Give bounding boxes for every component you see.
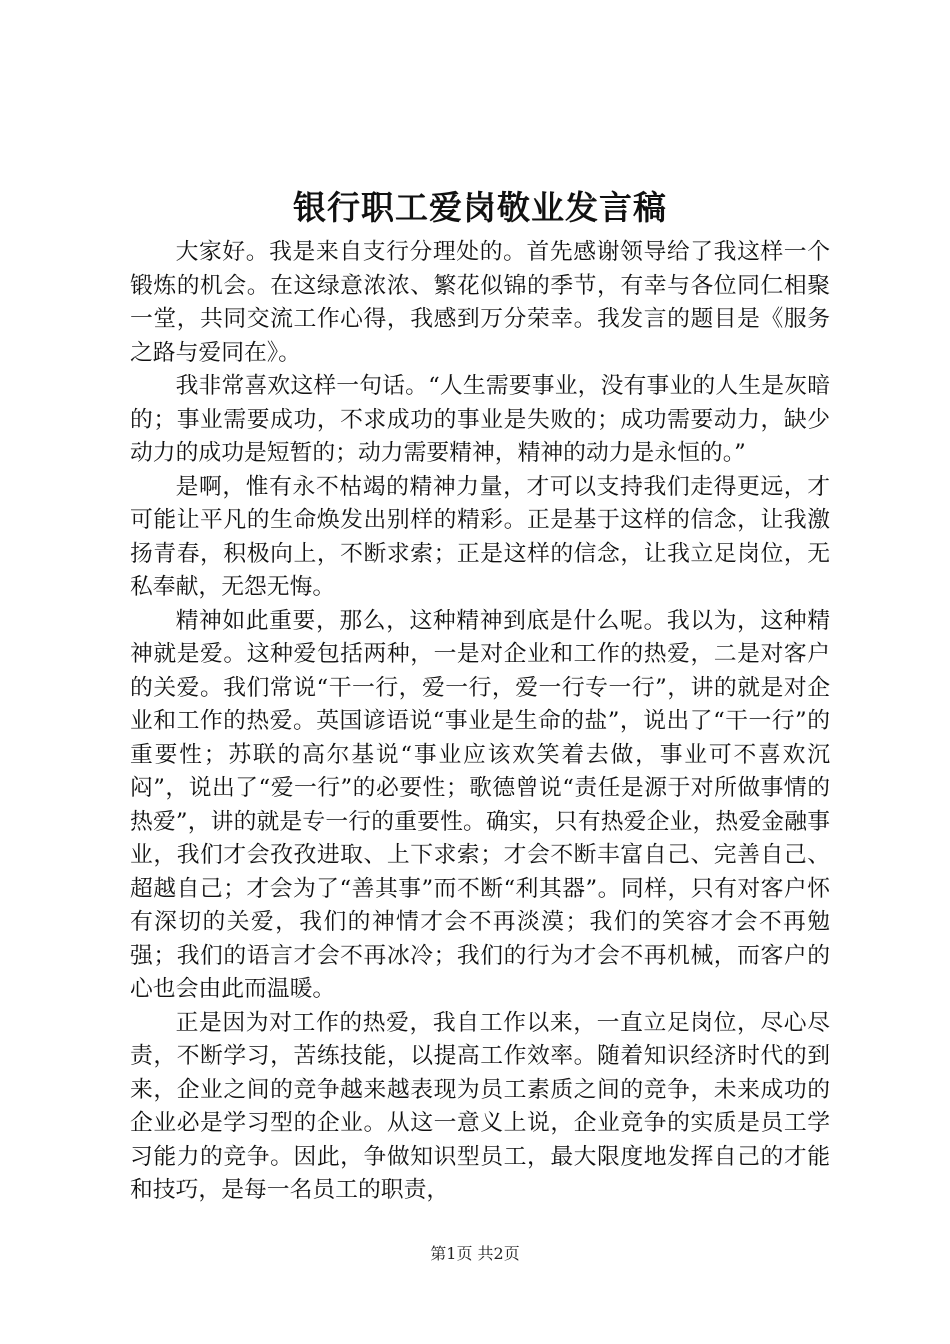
document-title: 银行职工爱岗敬业发言稿 — [293, 188, 667, 227]
document-body — [130, 236, 830, 1208]
paragraph-3: 是啊，惟有永不枯竭的精神力量，才可以支持我们走得更远，才可能让平凡的生命焕发出别样的精彩。正是基于这样的信念，让我激扬青春，积极向上，不断求索；正是这样的信念，让我立足岗位，无私奉献，无怨无悔。 — [130, 473, 830, 600]
paragraph-4: 精神如此重要，那么，这种精神到底是什么呢。我以为，这种精神就是爱。这种爱包括两种，一是对企业和工作的热爱，二是对客户的关爱。我们常说“干一行，爱一行，爱一行专一行”，讲的就是对企业和工作的热爱。英国谚语说“事业是生命的盐”，说出了“干一行”的重要性；苏联的高尔基说“事业应该欢笑着去做，事业可不喜欢沉闷”，说出了“爱一行”的必要性；歌德曾说“责任是源于对所做事情的热爱”，讲的就是专一行的重要性。确实，只有热爱企业，热爱金融事业，我们才会孜孜进取、上下求索；才会不断丰富自己、完善自己、超越自己；才会为了“善其事”而不断“利其器”。同样，只有对客户怀有深切的关爱，我们的神情才会不再淡漠；我们的笑容才会不再勉强；我们的语言才会不再冰冷；我们的行为才会不再机械，而客户的心也会由此而温暖。 — [130, 607, 830, 1002]
page-footer: 第1页 共2页 — [430, 1244, 520, 1263]
paragraph-2: 我非常喜欢这样一句话。“人生需要事业，没有事业的人生是灰暗的；事业需要成功，不求成功的事业是失败的；成功需要动力，缺少动力的成功是短暂的；动力需要精神，精神的动力是永恒的。” — [130, 373, 830, 466]
paragraph-1: 大家好。我是来自支行分理处的。首先感谢领导给了我这样一个锻炼的机会。在这绿意浓浓、繁花似锦的季节，有幸与各位同仁相聚一堂，共同交流工作心得，我感到万分荣幸。我发言的题目是《服务之路与爱同在》。 — [130, 239, 830, 366]
paragraph-5: 正是因为对工作的热爱，我自工作以来，一直立足岗位，尽心尽责，不断学习，苦练技能，以提高工作效率。随着知识经济时代的到来，企业之间的竞争越来越表现为员工素质之间的竞争，未来成功的企业必是学习型的企业。从这一意义上说，企业竞争的实质是员工学习能力的竞争。因此，争做知识型员工，最大限度地发挥自己的才能和技巧，是每一名员工的职责， — [130, 1009, 830, 1203]
